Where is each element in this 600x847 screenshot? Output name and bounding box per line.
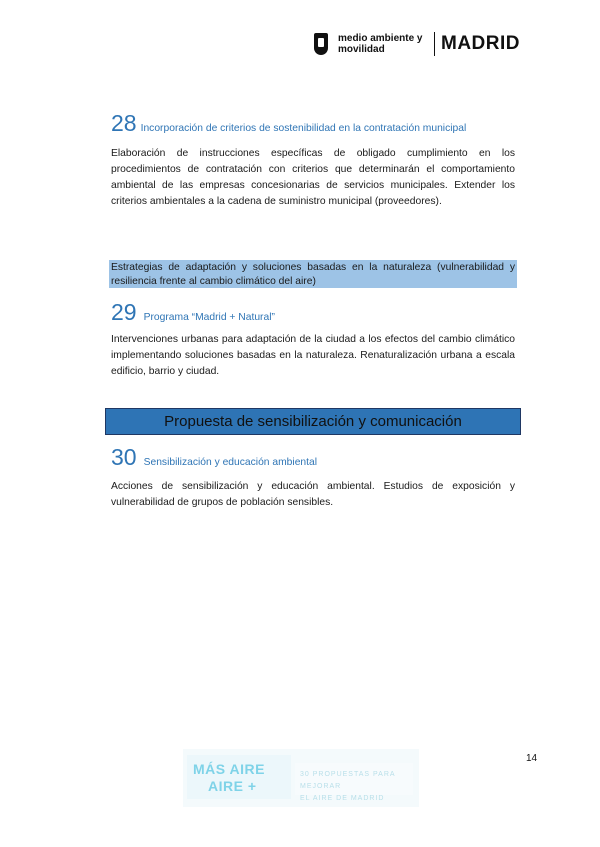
logo-subtitle-line-2: EL AIRE DE MADRID <box>300 795 385 802</box>
section-30-body: Acciones de sensibilización y educación ambiental. Estudios de exposición y vulnerabilidad de grupos de población sensibles. <box>111 481 515 508</box>
section-banner: Propuesta de sensibilización y comunicación <box>105 408 521 435</box>
section-29-body: Intervenciones urbanas para adaptación de la ciudad a los efectos del cambio climático implementando soluciones basadas en la naturaleza. Renaturalización urbana a escala edificio, barrio y ciudad. <box>111 334 515 377</box>
highlight-box: Estrategias de adaptación y soluciones basadas en la naturaleza (vulnerabilidad y resiliencia frente al cambio climático del aire) <box>111 262 515 287</box>
logo-title <box>193 761 265 795</box>
header-divider <box>434 32 435 56</box>
logo-subtitle-line-1: 30 PROPUESTAS PARA MEJORAR <box>300 771 396 790</box>
section-title: Incorporación de criterios de sostenibilidad en la contratación municipal <box>140 123 467 134</box>
logo-line-2: AIRE + <box>208 778 257 794</box>
section-title: Programa “Madrid + Natural” <box>143 312 275 323</box>
page-number: 14 <box>526 753 538 764</box>
section-number: 28 <box>111 110 137 136</box>
logo-subtitle <box>300 769 419 805</box>
section-28-body: Elaboración de instrucciones específicas de obligado cumplimiento en los procedimientos de contratación con criterios que determinarán el comportamiento ambiental de las empresas concesionarias de servicios municipales. Extender los criterios ambientales a la cadena de suministro municipal (proveedores). <box>111 148 515 207</box>
page-header <box>314 31 520 57</box>
campaign-logo <box>183 749 419 807</box>
section-29-heading <box>111 300 275 324</box>
logo-line-1: MÁS AIRE <box>193 761 265 777</box>
section-30-heading <box>111 445 317 469</box>
department-name: medio ambiente y movilidad <box>338 33 423 55</box>
section-number: 30 <box>111 444 137 470</box>
section-number: 29 <box>111 299 137 325</box>
section-title: Sensibilización y educación ambiental <box>143 457 318 468</box>
madrid-crest-icon <box>314 33 328 55</box>
city-name: MADRID <box>441 33 520 54</box>
section-28-heading <box>111 111 466 135</box>
